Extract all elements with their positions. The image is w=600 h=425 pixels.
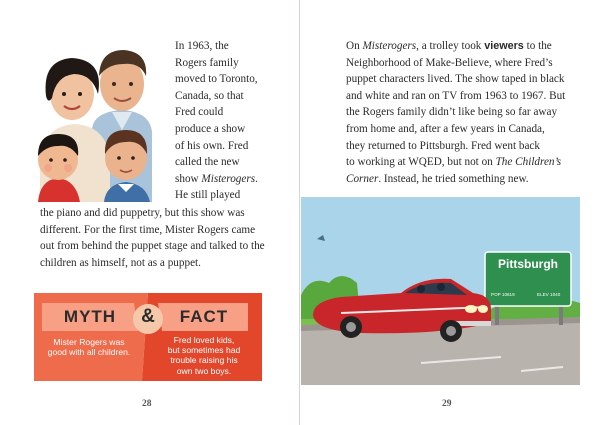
- text-line: called the new: [175, 156, 240, 169]
- road-scene: [301, 197, 580, 385]
- text-line: [175, 171, 295, 188]
- show-title: Corner: [346, 172, 379, 185]
- text-line: [346, 38, 596, 55]
- text-line: He still played: [175, 189, 241, 202]
- fact-text: [152, 335, 256, 376]
- text-fragment: , a trolley took: [416, 40, 485, 52]
- text-line: the piano and did puppetry, but this show was: [40, 207, 245, 219]
- text-line: In 1963, the: [175, 40, 229, 52]
- car-road-illustration: [301, 197, 580, 385]
- family-portrait: [30, 38, 170, 202]
- text-line: and white and ran on TV from 1963 to 1967. But: [346, 89, 566, 102]
- page-gutter: [299, 0, 300, 425]
- text-line: children as himself, not as a puppet.: [40, 256, 201, 269]
- left-narrow-text: [175, 38, 295, 204]
- text-line: produce a show: [175, 122, 246, 135]
- show-title: Misterogers: [201, 172, 256, 185]
- text-fragment: . Instead, he tried something new.: [378, 172, 529, 185]
- family-illustration: [30, 38, 170, 202]
- left-wide-text: [40, 205, 290, 271]
- text-line: Neighborhood of Make-Believe, where Fred’s: [346, 56, 553, 69]
- fact-text-line: but sometimes had: [167, 345, 241, 356]
- text-line: Fred could: [175, 106, 224, 119]
- page-number-right: 29: [442, 399, 452, 409]
- myth-text-line: good with all children.: [47, 347, 131, 358]
- glossary-term: viewers: [484, 40, 524, 52]
- text-line: [346, 171, 596, 188]
- sign-elevation: ELEV 1040: [537, 292, 561, 297]
- text-line: moved to Toronto,: [175, 73, 258, 86]
- text-line: the Rogers family didn’t like being so far away: [346, 106, 558, 119]
- fact-label: FACT: [179, 307, 229, 326]
- text-fragment: to the: [523, 40, 552, 52]
- fact-text-line: own two boys.: [176, 365, 232, 376]
- text-line: from home and, after a few years in Canada,: [346, 122, 545, 135]
- text-line: Rogers family: [175, 56, 239, 69]
- text-line: they returned to Pittsburgh. Fred went back: [346, 139, 540, 152]
- ampersand-label: &: [141, 306, 155, 327]
- text-line: puppet characters lived. The show taped in black: [346, 73, 565, 86]
- text-line: of his own. Fred: [175, 139, 249, 152]
- text-fragment: .: [255, 172, 258, 185]
- myth-fact-box: [34, 293, 262, 381]
- sign-population: POP 10619: [491, 292, 515, 297]
- text-line: [346, 154, 596, 171]
- right-text: [346, 38, 596, 187]
- sign-city-name: Pittsburgh: [498, 257, 558, 271]
- text-line: different. For the first time, Mister Rogers came: [40, 223, 256, 236]
- text-fragment: show: [175, 172, 202, 185]
- fact-text-line: Fred loved kids,: [173, 335, 235, 345]
- text-fragment: to working at WQED, but not on: [346, 156, 496, 169]
- myth-label: MYTH: [63, 307, 117, 326]
- myth-text-line: Mister Rogers was: [53, 337, 125, 347]
- text-fragment: On: [346, 40, 363, 52]
- show-title: The Children’s: [495, 156, 562, 169]
- show-title: Misterogers: [362, 40, 417, 52]
- page-number-left: 28: [142, 399, 152, 409]
- text-line: Canada, so that: [175, 89, 244, 102]
- fact-text-line: trouble raising his: [170, 355, 238, 366]
- myth-text: [38, 337, 140, 357]
- text-line: out from behind the puppet stage and talked to the: [40, 240, 265, 253]
